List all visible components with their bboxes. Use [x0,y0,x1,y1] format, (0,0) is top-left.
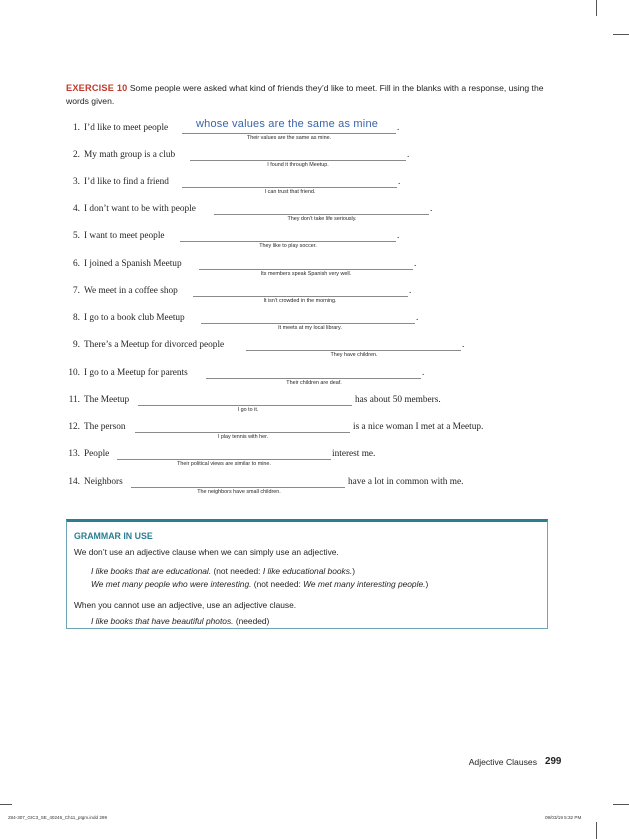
item-clause: I can trust that friend. [264,189,316,195]
item-stem: I go to a book club Meetup [84,313,185,323]
item-clause: Its members speak Spanish very well. [260,271,352,277]
item-clause: It meets at my local library. [278,325,342,331]
item-after: . [397,123,400,133]
item-stem: The Meetup [84,395,130,405]
answer-blank[interactable] [135,432,350,433]
item-after: have a lot in common with me. [348,477,464,487]
grammar-rule: When you cannot use an adjective, use an adjective clause. [74,600,297,610]
answer-blank[interactable] [138,405,352,406]
answer-blank[interactable] [131,487,345,488]
print-slug-file: 284-307_GIC3_SE_40246_Ch11_ptgm.indd 299 [8,815,108,820]
example-sentence: We met many people who were interesting. [91,579,252,589]
answer-blank[interactable] [201,323,415,324]
exercise-heading [66,82,546,108]
item-clause: I found it through Meetup. [267,162,329,168]
item-after: . [398,177,401,187]
crop-mark [613,804,629,805]
item-stem: My math group is a club [84,150,176,160]
item-number: 12. [68,422,80,432]
grammar-example [91,579,428,589]
answer-blank[interactable] [182,187,397,188]
item-after: . [407,150,410,160]
item-clause: They don’t take life seriously. [287,216,357,222]
example-note: (not needed: [213,566,261,576]
item-clause: They like to play soccer. [259,243,317,249]
item-number: 14. [68,477,80,487]
item-stem: I go to a Meetup for parents [84,368,188,378]
example-sentence: I like books that have beautiful photos. [91,616,234,626]
answer-blank[interactable] [117,459,331,460]
answer-blank[interactable] [190,160,406,161]
item-after: . [430,204,433,214]
item-clause: It isn’t crowded in the morning. [263,298,337,304]
answer-blank[interactable] [182,133,396,134]
item-number: 9. [73,340,80,350]
item-after: . [414,259,417,269]
example-alternative: I like educational books. [262,566,353,576]
page-number: 299 [545,756,562,767]
answer-blank[interactable] [206,378,421,379]
item-after: . [422,368,425,378]
item-clause: I go to it. [237,407,259,413]
answer-blank[interactable] [214,214,429,215]
item-number: 10. [68,368,80,378]
item-stem: People [84,449,110,459]
item-number: 3. [73,177,80,187]
answer-blank[interactable] [246,350,461,351]
example-alternative: We met many interesting people. [303,579,426,589]
item-after: . [462,340,465,350]
item-number: 2. [73,150,80,160]
item-after: . [416,313,419,323]
item-stem: I joined a Spanish Meetup [84,259,182,269]
exercise-instruction: Some people were asked what kind of friends they’d like to meet. Fill in the blanks with a response, using the words given. [66,83,544,106]
item-stem: We meet in a coffee shop [84,286,178,296]
answer-blank[interactable] [180,241,396,242]
answer-blank[interactable] [199,269,413,270]
example-note: (not needed: [253,579,301,589]
item-number: 5. [73,231,80,241]
item-number: 8. [73,313,80,323]
answer-blank[interactable] [193,296,408,297]
answer-text: whose values are the same as mine [196,118,379,130]
item-number: 13. [68,449,80,459]
item-stem: I’d like to find a friend [84,177,169,187]
example-close: ) [425,579,429,589]
item-number: 11. [68,395,80,405]
item-stem: There’s a Meetup for divorced people [84,340,225,350]
item-after: is a nice woman I met at a Meetup. [353,422,484,432]
item-clause: I play tennis with her. [217,434,269,440]
item-number: 6. [73,259,80,269]
item-stem: I want to meet people [84,231,165,241]
grammar-rule: We don’t use an adjective clause when we can simply use an adjective. [74,547,339,557]
crop-mark [0,804,12,805]
item-clause: Their values are the same as mine. [246,135,332,141]
exercise-label: EXERCISE 10 [66,83,128,93]
item-number: 1. [73,123,80,133]
running-footer-title: Adjective Clauses [468,757,537,767]
grammar-example [91,616,269,626]
print-slug-date: 09/03/19 5:32 PM [545,815,582,820]
crop-mark [613,34,629,35]
item-clause: Their children are deaf. [286,380,342,386]
item-stem: The person [84,422,126,432]
crop-mark [596,822,597,839]
item-number: 7. [73,286,80,296]
example-close: ) [352,566,356,576]
example-sentence: I like books that are educational. [91,566,212,576]
grammar-in-use-box [66,519,548,629]
item-clause: Their political views are similar to mine. [177,461,271,467]
item-number: 4. [73,204,80,214]
grammar-title: GRAMMAR IN USE [74,531,153,541]
crop-mark [596,0,597,16]
item-after: . [409,286,412,296]
item-stem: I’d like to meet people [84,123,169,133]
item-clause: They have children. [330,352,378,358]
example-note: (needed) [235,616,270,626]
item-after: has about 50 members. [355,395,441,405]
item-stem: Neighbors [84,477,123,487]
item-clause: The neighbors have small children. [197,489,281,495]
item-after: interest me. [332,449,376,459]
grammar-example [91,566,355,576]
item-after: . [397,231,400,241]
item-stem: I don’t want to be with people [84,204,196,214]
